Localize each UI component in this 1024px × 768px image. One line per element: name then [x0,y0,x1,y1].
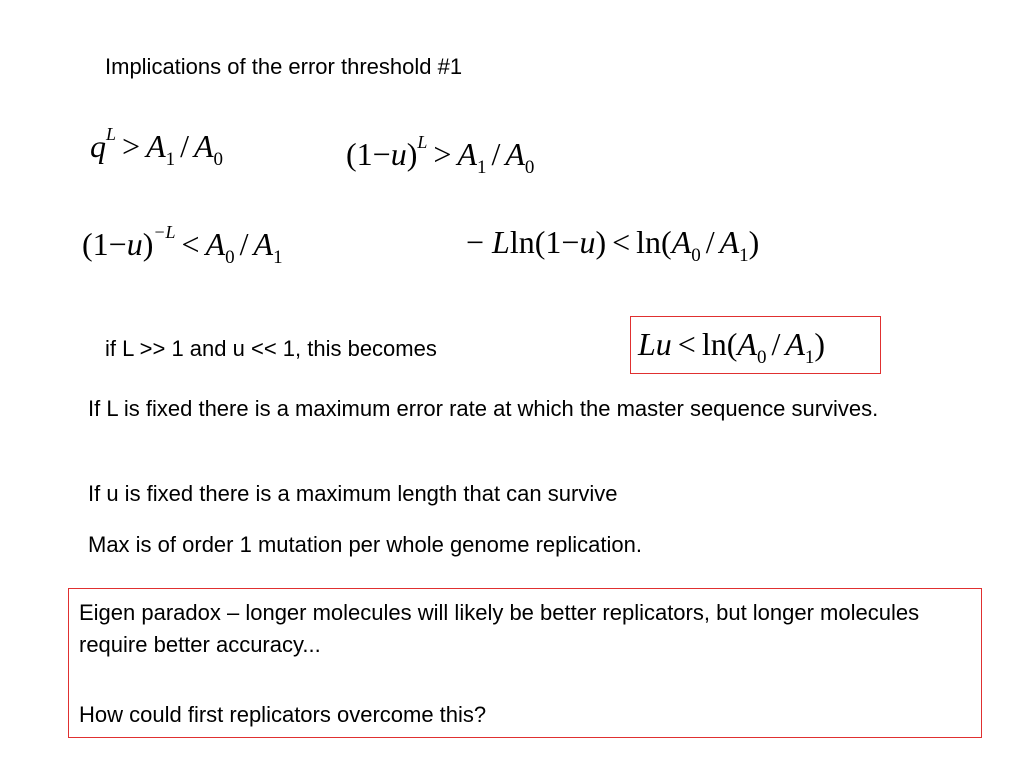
eq-exp-l: L [106,124,117,144]
approximation-condition: if L >> 1 and u << 1, this becomes [105,336,437,361]
equation-q-power-l [90,124,224,170]
eq-exp-minus-l: −L [153,222,176,242]
paradox-statement: Eigen paradox – longer molecules will likely be better replicators, but longer molecules require better accuracy... [79,600,920,657]
equation-one-minus-u-power-minus-l: $(1-u)^{-L} < A_0 / A_1$ [82,222,283,268]
eq-sub-0: 0 [213,149,224,170]
eq-var-a: A [146,128,166,164]
equation-result: $Lu < \ln(A_0 / A_1)$ [638,326,826,368]
equation-log-form: − $Lln(1-u) < \ln(A_0 / A_1)$ [466,224,760,266]
eq-var-q: q [90,128,106,164]
eq-gt: > [122,128,141,164]
paragraph-max-order: Max is of order 1 mutation per whole genome replication. [88,532,642,557]
paragraph-fixed-error-rate: If u is fixed there is a maximum length that can survive [88,481,618,506]
paragraph-fixed-length: If L is fixed there is a maximum error rate at which the master sequence survives. [88,396,879,421]
eq-slash: / [180,128,189,164]
paradox-question: How could first replicators overcome this? [79,702,487,727]
equation-one-minus-u-power-l: $(1-u)^L > A_1 / A_0$ [346,132,535,178]
eq-sub-1: 1 [165,149,176,170]
slide-title: Implications of the error threshold #1 [105,54,463,79]
eq-exp-l: L [417,132,428,152]
eigen-paradox-box [68,588,982,738]
eq-var-a: A [194,128,214,164]
